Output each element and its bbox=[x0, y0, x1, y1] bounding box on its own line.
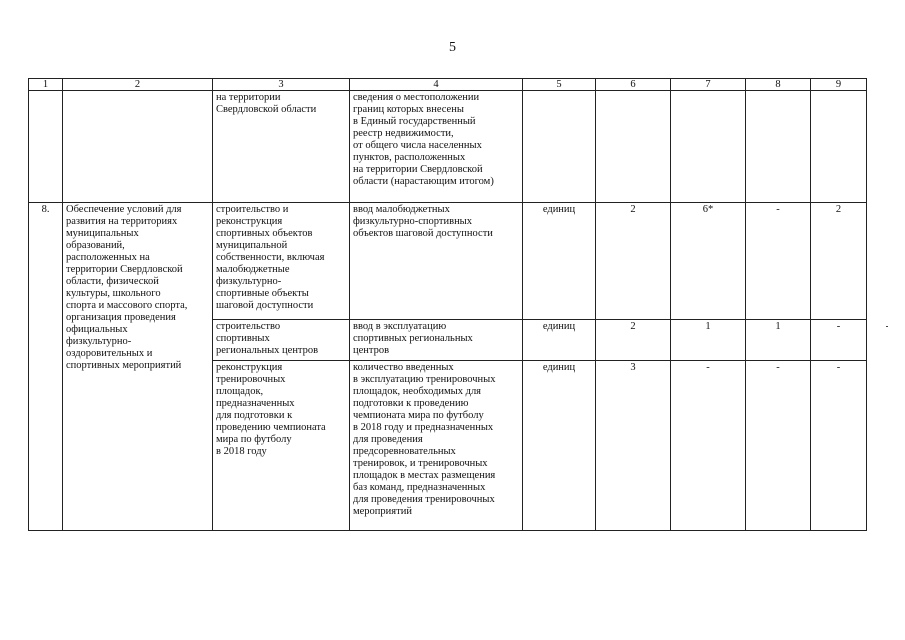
cont-indicator: сведения о местоположении границ которых внесены в Единый государственный реестр недвижимости, от общего числа населенных пунктов, расположенных на территории Свердловской области (нарастающим итогом) bbox=[350, 91, 523, 203]
cont-cell-1 bbox=[29, 91, 63, 203]
indicator-cell: количество введенных в эксплуатацию тренировочных площадок, необходимых для подготовки к проведению чемпионата мира по футболу в 2018 году и предназначенных для проведения предсоревновательных тренировок, и тренировочных площадок в местах размещения баз команд, предназначенных для проведения тренировочных мероприятий bbox=[350, 361, 523, 531]
cont-cell-6 bbox=[596, 91, 671, 203]
cont-activity: на территории Свердловской области bbox=[213, 91, 350, 203]
row-number: 8. bbox=[29, 203, 63, 531]
activity-cell: строительство и реконструкция спортивных объектов муниципальной собственности, включая малобюджетные физкультурно- спортивные объекты шаговой доступности bbox=[213, 203, 350, 320]
cont-cell-7 bbox=[671, 91, 746, 203]
value-col6: 3 bbox=[596, 361, 671, 531]
continuation-row bbox=[29, 91, 867, 203]
col-header-7: 7 bbox=[671, 79, 746, 91]
col-header-1: 1 bbox=[29, 79, 63, 91]
value-col8: - bbox=[746, 361, 811, 531]
value-col6: 2 bbox=[596, 320, 671, 361]
col-header-3: 3 bbox=[213, 79, 350, 91]
value-col7: 6* bbox=[671, 203, 746, 320]
value-col8: 1 bbox=[746, 320, 811, 361]
cont-cell-5 bbox=[523, 91, 596, 203]
unit-cell: единиц bbox=[523, 361, 596, 531]
unit-cell: единиц bbox=[523, 320, 596, 361]
col-header-4: 4 bbox=[350, 79, 523, 91]
col-header-9: 9 bbox=[811, 79, 867, 91]
indicator-cell: ввод малобюджетных физкультурно-спортивных объектов шаговой доступности bbox=[350, 203, 523, 320]
value-col8: - bbox=[746, 203, 811, 320]
cont-cell-8 bbox=[746, 91, 811, 203]
value-col7: 1 bbox=[671, 320, 746, 361]
col-header-5: 5 bbox=[523, 79, 596, 91]
col-header-2: 2 bbox=[63, 79, 213, 91]
value-col6: 2 bbox=[596, 203, 671, 320]
task-description: Обеспечение условий для развития на территориях муниципальных образований, расположенных на территории Свердловской области, физической культуры, школьного спорта и массового спорта, организация проведения официальных физкультурно- оздоровительных и спортивных мероприятий bbox=[63, 203, 213, 531]
table-row bbox=[29, 203, 867, 320]
activity-cell: реконструкция тренировочных площадок, предназначенных для подготовки к проведению чемпионата мира по футболу в 2018 году bbox=[213, 361, 350, 531]
activity-cell: строительство спортивных региональных центров bbox=[213, 320, 350, 361]
indicator-cell: ввод в эксплуатацию спортивных региональных центров bbox=[350, 320, 523, 361]
scan-artifact bbox=[886, 326, 888, 327]
cont-cell-9 bbox=[811, 91, 867, 203]
unit-cell: единиц bbox=[523, 203, 596, 320]
col-header-8: 8 bbox=[746, 79, 811, 91]
value-col9: 2 bbox=[811, 203, 867, 320]
indicators-table bbox=[28, 78, 867, 531]
value-col9: - bbox=[811, 361, 867, 531]
value-col9: - bbox=[811, 320, 867, 361]
page-number: 5 bbox=[449, 40, 456, 55]
cont-cell-2 bbox=[63, 91, 213, 203]
col-header-6: 6 bbox=[596, 79, 671, 91]
value-col7: - bbox=[671, 361, 746, 531]
header-row bbox=[29, 79, 867, 91]
